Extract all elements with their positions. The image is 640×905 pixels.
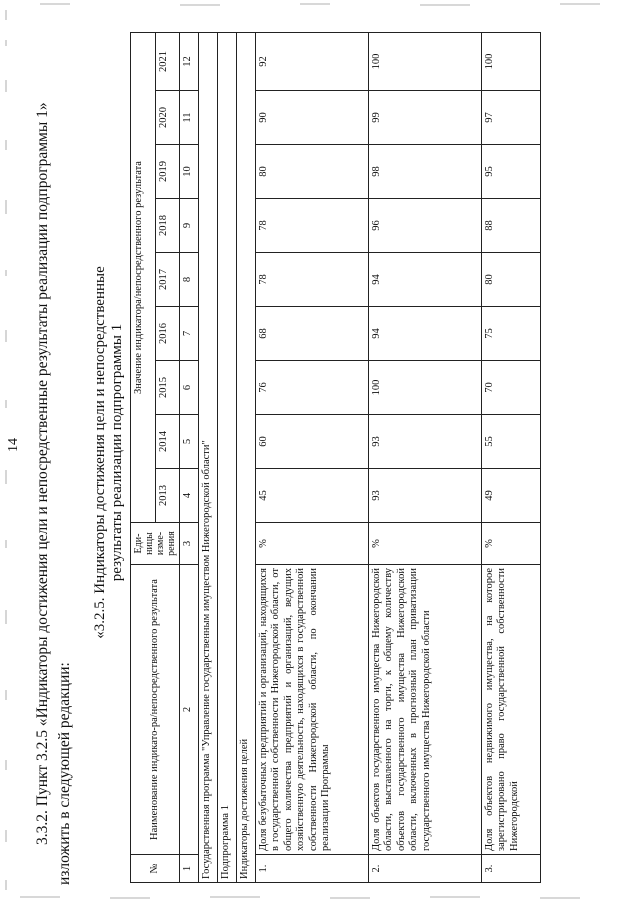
row-value: 78 <box>256 253 369 307</box>
row-value: 95 <box>482 145 541 199</box>
row-value: 99 <box>369 91 482 145</box>
row-value: 78 <box>256 199 369 253</box>
row-value: 60 <box>256 415 369 469</box>
column-number: 8 <box>180 253 199 307</box>
table-row <box>256 32 369 882</box>
row-unit: % <box>256 523 369 565</box>
header-year: 2020 <box>155 91 180 145</box>
header-num: № <box>131 855 180 883</box>
column-number: 3 <box>180 523 199 565</box>
row-value: 80 <box>482 253 541 307</box>
header-year: 2014 <box>155 415 180 469</box>
row-value: 49 <box>482 469 541 523</box>
row-value: 55 <box>482 415 541 469</box>
row-num: 2. <box>369 855 482 883</box>
header-year: 2013 <box>155 469 180 523</box>
table-row <box>369 32 482 882</box>
column-number: 7 <box>180 307 199 361</box>
header-name: Наименование индикато-ра/непосредственного результата <box>131 565 180 855</box>
row-value: 96 <box>369 199 482 253</box>
row-value: 88 <box>482 199 541 253</box>
goal-indicators-row <box>237 32 256 882</box>
header-year: 2017 <box>155 253 180 307</box>
row-indicator-name: Доля объектов государственного имущества Нижегородской области, выставленного на торги, к общему количеству объектов государственного имущества Нижегородской области, включенных в прогнозный план приватизации государственного имущества Нижегородской области <box>369 565 482 855</box>
subprogram-title: Подпрограмма 1 <box>218 32 237 882</box>
row-value: 75 <box>482 307 541 361</box>
row-value: 98 <box>369 145 482 199</box>
row-value: 68 <box>256 307 369 361</box>
column-number: 12 <box>180 32 199 90</box>
column-number: 1 <box>180 855 199 883</box>
column-number: 10 <box>180 145 199 199</box>
table-caption-line1: «3.2.5. Индикаторы достижения цели и непосредственные <box>92 266 108 639</box>
table-header-row <box>131 32 156 882</box>
column-number: 4 <box>180 469 199 523</box>
subprogram-row <box>218 32 237 882</box>
row-value: 76 <box>256 361 369 415</box>
row-value: 100 <box>369 32 482 90</box>
row-value: 93 <box>369 469 482 523</box>
row-unit: % <box>482 523 541 565</box>
row-value: 80 <box>256 145 369 199</box>
column-number: 6 <box>180 361 199 415</box>
row-value: 100 <box>369 361 482 415</box>
row-indicator-name: Доля объектов недвижимого имущества, на которое зарегистрировано право государственной собственности Нижегородской <box>482 565 541 855</box>
row-value: 90 <box>256 91 369 145</box>
column-number: 11 <box>180 91 199 145</box>
section-heading-continuation: изложить в следующей редакции: <box>56 662 73 885</box>
program-row <box>199 32 218 882</box>
section-heading: 3.3.2. Пункт 3.2.5 «Индикаторы достижения цели и непосредственные результаты реализации подпрограммы 1» <box>34 102 51 845</box>
indicators-table <box>130 32 541 883</box>
goal-indicators-title: Индикаторы достижения целей <box>237 32 256 882</box>
row-value: 70 <box>482 361 541 415</box>
row-num: 1. <box>256 855 369 883</box>
column-number: 5 <box>180 415 199 469</box>
row-value: 92 <box>256 32 369 90</box>
row-value: 97 <box>482 91 541 145</box>
column-number: 9 <box>180 199 199 253</box>
row-value: 94 <box>369 307 482 361</box>
header-year: 2018 <box>155 199 180 253</box>
row-value: 93 <box>369 415 482 469</box>
header-year: 2021 <box>155 32 180 90</box>
header-year: 2015 <box>155 361 180 415</box>
table-row <box>482 32 541 882</box>
header-unit: Еди-ницы изме-рения <box>131 523 180 565</box>
table-caption-line2: результаты реализации подпрограммы 1 <box>109 323 125 582</box>
row-num: 3. <box>482 855 541 883</box>
program-title: Государственная программа "Управление государственным имуществом Нижегородской области" <box>199 32 218 882</box>
header-values-group: Значение индикатора/непосредственного результата <box>131 32 156 522</box>
row-value: 94 <box>369 253 482 307</box>
table-caption <box>92 0 126 905</box>
row-value: 45 <box>256 469 369 523</box>
row-value: 100 <box>482 32 541 90</box>
column-numbers-row <box>180 32 199 882</box>
column-number: 2 <box>180 565 199 855</box>
row-unit: % <box>369 523 482 565</box>
row-indicator-name: Доля безубыточных предприятий и организаций, находящихся в государственной собственности Нижегородской области, от общего количества предприятий и организаций, ведущих хозяйственную деятельность, находящихся в государственной собственности Нижегородской области, по окончании реализации Программы <box>256 565 369 855</box>
header-year: 2016 <box>155 307 180 361</box>
page-number: 14 <box>6 438 21 452</box>
header-year: 2019 <box>155 145 180 199</box>
